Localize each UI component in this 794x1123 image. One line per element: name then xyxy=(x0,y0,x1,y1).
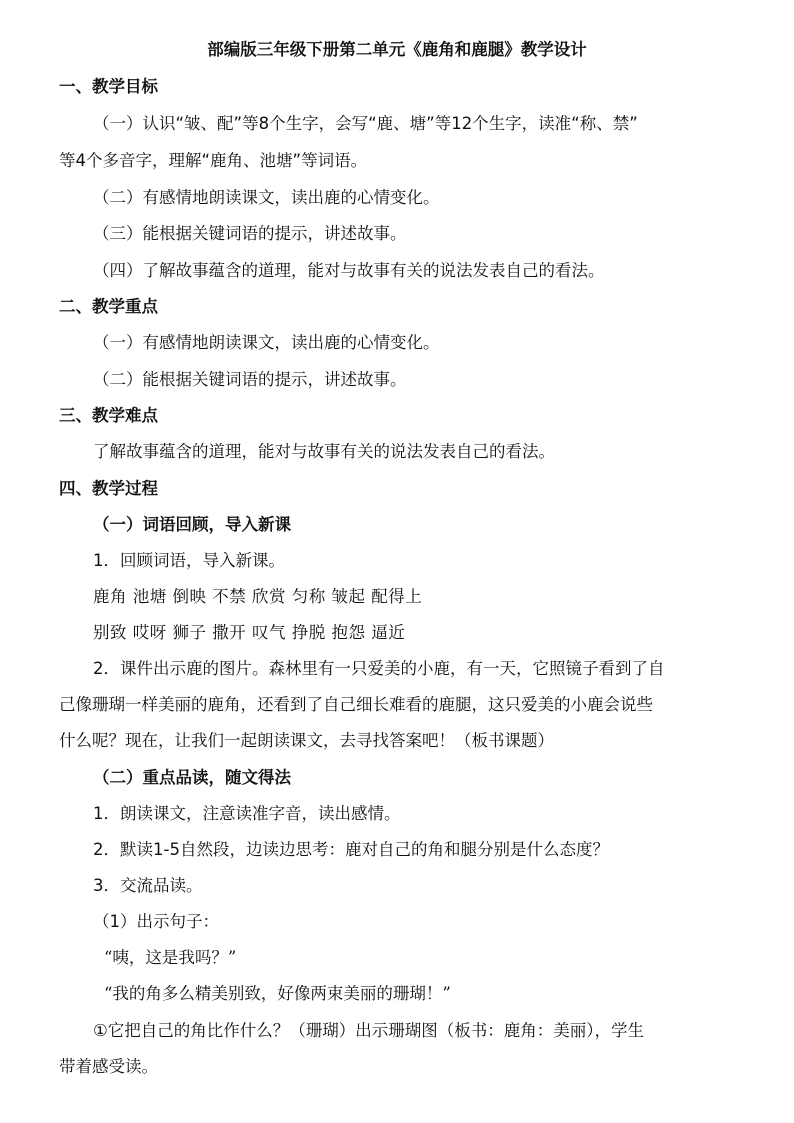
part2-step3-1: （1）出示句子： xyxy=(93,912,219,931)
quote-1: “咦，这是我吗？” xyxy=(104,948,237,967)
process-part2-heading: （二）重点品读，随文得法 xyxy=(93,768,291,787)
goal-1-line-2: 等4个多音字，理解“鹿角、池塘”等词语。 xyxy=(59,151,368,170)
part2-step3: 3．交流品读。 xyxy=(93,876,203,895)
key-point-2: （二）能根据关键词语的提示，讲述故事。 xyxy=(93,370,407,389)
question-line-1: ①它把自己的角比作什么？（珊瑚）出示珊瑚图（板书：鹿角：美丽），学生 xyxy=(93,1021,645,1040)
part1-step2-line-1: 2．课件出示鹿的图片。森林里有一只爱美的小鹿，有一天，它照镜子看到了自 xyxy=(93,659,665,678)
part1-step2-line-3: 什么呢？现在，让我们一起朗读课文，去寻找答案吧！（板书课题） xyxy=(59,731,554,750)
section-heading-process: 四、教学过程 xyxy=(59,479,158,498)
part2-step1: 1．朗读课文，注意读准字音，读出感情。 xyxy=(93,804,401,823)
word-list-row-1: 鹿角 池塘 倒映 不禁 欣赏 匀称 皱起 配得上 xyxy=(93,587,423,606)
document-title: 部编版三年级下册第二单元《鹿角和鹿腿》教学设计 xyxy=(207,40,587,59)
section-heading-goals: 一、教学目标 xyxy=(59,77,158,96)
part2-step2: 2．默读1-5自然段，边读边思考：鹿对自己的角和腿分别是什么态度？ xyxy=(93,840,609,859)
process-part1-heading: （一）词语回顾，导入新课 xyxy=(93,515,291,534)
goal-1-line-1: （一）认识“皱、配”等8个生字，会写“鹿、塘”等12个生字，读准“称、禁” xyxy=(93,114,638,133)
difficulty-text: 了解故事蕴含的道理，能对与故事有关的说法发表自己的看法。 xyxy=(93,442,555,461)
question-line-2: 带着感受读。 xyxy=(59,1057,158,1076)
goal-4: （四）了解故事蕴含的道理，能对与故事有关的说法发表自己的看法。 xyxy=(93,261,605,280)
goal-3: （三）能根据关键词语的提示，讲述故事。 xyxy=(93,224,407,243)
key-point-1: （一）有感情地朗读课文，读出鹿的心情变化。 xyxy=(93,333,440,352)
quote-2: “我的角多么精美别致，好像两束美丽的珊瑚！” xyxy=(104,984,451,1003)
word-list-row-2: 别致 哎呀 狮子 撒开 叹气 挣脱 抱怨 逼近 xyxy=(93,623,406,642)
goal-2: （二）有感情地朗读课文，读出鹿的心情变化。 xyxy=(93,188,440,207)
part1-step1: 1．回顾词语，导入新课。 xyxy=(93,551,285,570)
section-heading-key-points: 二、教学重点 xyxy=(59,297,158,316)
section-heading-difficulty: 三、教学难点 xyxy=(59,406,158,425)
part1-step2-line-2: 己像珊瑚一样美丽的鹿角，还看到了自己细长难看的鹿腿，这只爱美的小鹿会说些 xyxy=(59,695,653,714)
